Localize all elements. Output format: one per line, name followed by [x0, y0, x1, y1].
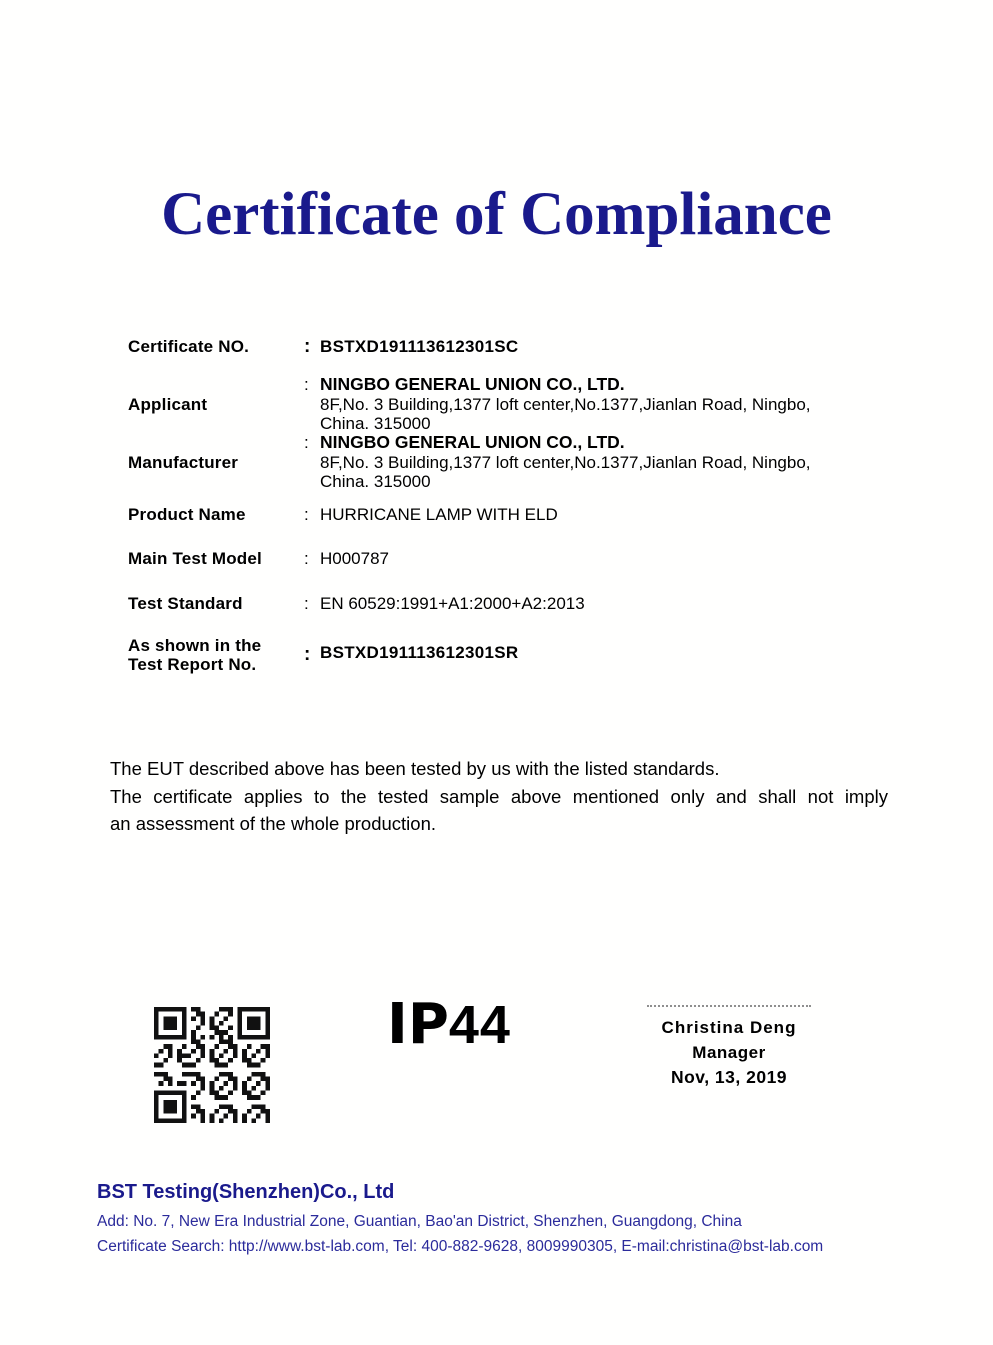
main-test-model-label: Main Test Model — [128, 549, 262, 568]
colon: : — [304, 549, 309, 568]
applicant-address-line1: 8F,No. 3 Building,1377 loft center,No.1377,Jianlan Road, Ningbo, — [320, 394, 811, 414]
manufacturer-label: Manufacturer — [128, 452, 239, 472]
colon: : — [304, 433, 309, 452]
signature-title: Manager — [692, 1043, 766, 1062]
footer-contact: Certificate Search: http://www.bst-lab.com, Tel: 400-882-9628, 8009990305, E-mail:christina@bst-lab.com — [97, 1238, 824, 1255]
signature-date: Nov, 13, 2019 — [670, 1067, 788, 1087]
applicant-value — [320, 375, 811, 434]
colon: : — [304, 375, 309, 394]
signature-name: Christina Deng — [661, 1018, 797, 1037]
colon: : — [304, 644, 311, 665]
test-report-no-label-line2: Test Report No. — [128, 655, 257, 674]
main-test-model-value: H000787 — [320, 549, 390, 568]
field-applicant — [128, 375, 888, 434]
certificate-no-label: Certificate NO. — [128, 337, 250, 356]
applicant-label: Applicant — [128, 394, 208, 414]
statement-line3: an assessment of the whole production. — [110, 813, 436, 834]
field-test-standard — [128, 594, 888, 614]
manufacturer-address-line2: China. 315000 — [320, 472, 431, 491]
colon: : — [304, 505, 309, 524]
manufacturer-value — [320, 433, 811, 492]
field-main-test-model — [128, 549, 888, 569]
statement-line2: The certificate applies to the tested sample above mentioned only and shall not imply — [110, 785, 888, 807]
field-product-name — [128, 505, 888, 525]
signature-block — [618, 1005, 840, 1088]
footer-address: Add: No. 7, New Era Industrial Zone, Guantian, Bao'an District, Shenzhen, Guangdong, China — [97, 1213, 742, 1230]
test-standard-label: Test Standard — [128, 594, 243, 613]
applicant-address-line2: China. 315000 — [320, 414, 431, 433]
statement-line1: The EUT described above has been tested by us with the listed standards. — [110, 758, 720, 779]
colon: : — [304, 336, 311, 357]
field-manufacturer — [128, 433, 888, 492]
certificate-no-value: BSTXD191113612301SC — [320, 337, 519, 356]
footer-company: BST Testing(Shenzhen)Co., Ltd — [97, 1181, 395, 1203]
field-certificate-no — [128, 337, 888, 357]
ip-rating-digits: 44 — [448, 995, 511, 1055]
signature-dotted-line — [647, 1005, 811, 1007]
document-title: Certificate of Compliance — [161, 181, 832, 248]
test-report-no-label — [128, 636, 304, 674]
qr-code-icon — [154, 1007, 270, 1123]
test-report-no-value: BSTXD191113612301SR — [320, 643, 519, 662]
test-standard-value: EN 60529:1991+A1:2000+A2:2013 — [320, 594, 585, 613]
colon: : — [304, 594, 309, 613]
ip-rating-mark — [387, 993, 511, 1057]
manufacturer-company: NINGBO GENERAL UNION CO., LTD. — [320, 432, 625, 452]
product-name-label: Product Name — [128, 505, 246, 524]
ip-rating-prefix: IP — [387, 992, 449, 1057]
test-report-no-label-line1: As shown in the — [128, 636, 262, 655]
product-name-value: HURRICANE LAMP WITH ELD — [320, 505, 558, 524]
footer — [97, 1180, 937, 1257]
applicant-company: NINGBO GENERAL UNION CO., LTD. — [320, 374, 625, 394]
field-test-report-no — [128, 636, 888, 674]
manufacturer-address-line1: 8F,No. 3 Building,1377 loft center,No.1377,Jianlan Road, Ningbo, — [320, 452, 811, 472]
statement — [110, 755, 888, 838]
